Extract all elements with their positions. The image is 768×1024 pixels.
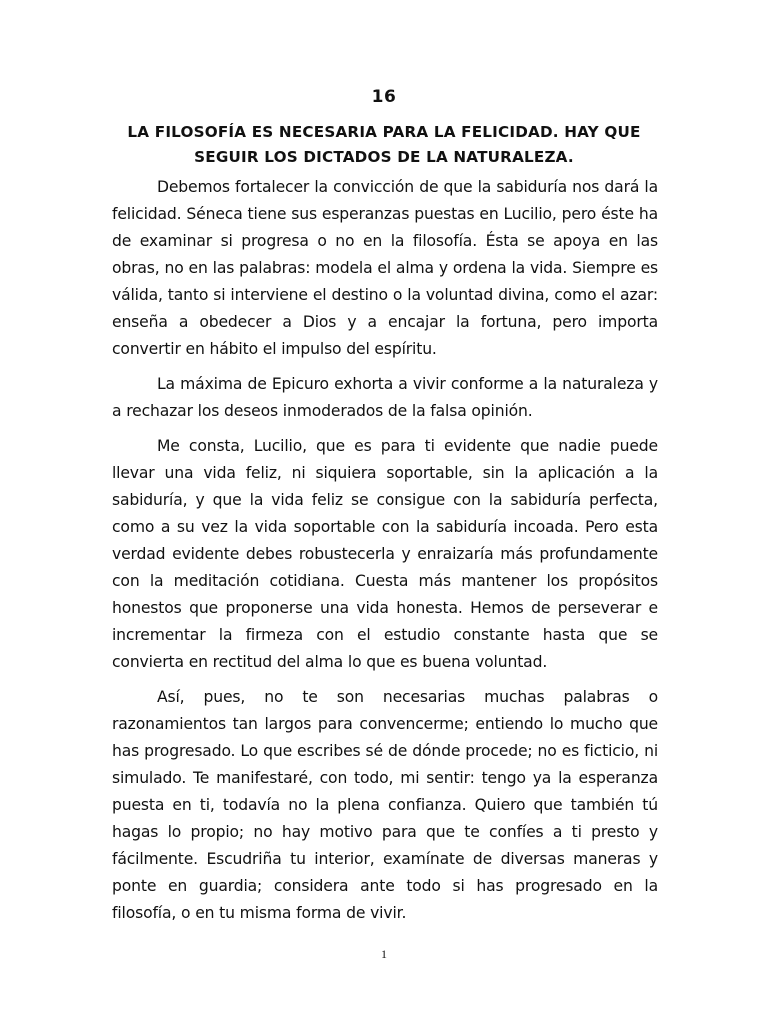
paragraph: Me consta, Lucilio, que es para ti evidente que nadie puede llevar una vida feliz, ni siquiera soportable, sin la aplicación a la sabiduría, y que la vida feliz se consigue con la sabiduría perfecta, como a su vez la vida soportable con la sabiduría incoada. Pero esta verdad evidente debes robustecerla y enraizaría más profundamente con la meditación cotidiana. Cuesta más mantener los propósitos honestos que proponerse una vida honesta. Hemos de perseverar e incrementar la firmeza con el estudio constante hasta que se convierta en rectitud del alma lo que es buena voluntad.: [112, 437, 658, 671]
paragraph: Debemos fortalecer la convicción de que la sabiduría nos dará la felicidad. Séneca tiene sus esperanzas puestas en Lucilio, pero éste ha de examinar si progresa o no en la filosofía. Ésta se apoya en las obras, no en las palabras: modela el alma y ordena la vida. Siempre es válida, tanto si interviene el destino o la voluntad divina, como el azar: enseña a obedecer a Dios y a encajar la fortuna, pero importa convertir en hábito el impulso del espíritu.: [112, 178, 658, 358]
paragraph: Así, pues, no te son necesarias muchas palabras o razonamientos tan largos para convencerme; entiendo lo mucho que has progresado. Lo que escribes sé de dónde procede; no es ficticio, ni simulado. Te manifestaré, con todo, mi sentir: tengo ya la esperanza puesta en ti, todavía no la plena confianza. Quiero que también tú hagas lo propio; no hay motivo para que te confíes a ti presto y fácilmente. Escudriña tu interior, examínate de diversas maneras y ponte en guardia; considera ante todo si has progresado en la filosofía, o en tu misma forma de vivir.: [112, 688, 658, 922]
paragraph: La máxima de Epicuro exhorta a vivir conforme a la naturaleza y a rechazar los deseos inmoderados de la falsa opinión.: [112, 375, 658, 420]
chapter-number: 16: [371, 87, 397, 107]
page-number: 1: [381, 947, 387, 961]
body-text: [112, 174, 658, 935]
chapter-title: LA FILOSOFÍA ES NECESARIA PARA LA FELICIDAD. HAY QUE SEGUIR LOS DICTADOS DE LA NATURALEZA.: [127, 123, 641, 166]
